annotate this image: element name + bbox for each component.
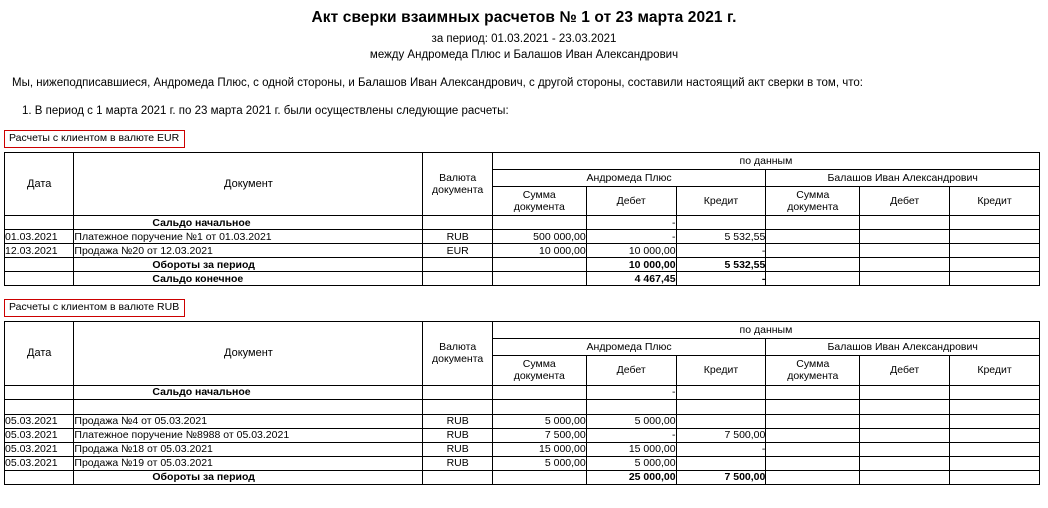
- header-currency-line2: документа: [432, 353, 484, 366]
- cell-date: [5, 272, 74, 286]
- header-org-sum-line2: документа: [513, 201, 565, 214]
- header-cp-sum: [766, 187, 860, 216]
- header-org-sum-line1: Сумма: [522, 189, 556, 202]
- cell-org-credit: -: [676, 442, 766, 456]
- cell-cp-credit: [950, 399, 1040, 414]
- cell-document: Обороты за период: [74, 258, 423, 272]
- header-document: Документ: [74, 153, 423, 216]
- cell-cp-debit: [860, 230, 950, 244]
- cell-document: Обороты за период: [74, 470, 423, 484]
- header-cp-credit: Кредит: [950, 356, 1040, 385]
- table-row: [5, 258, 1040, 272]
- table-row: [5, 470, 1040, 484]
- cell-cp-debit: [860, 272, 950, 286]
- table-row: [5, 456, 1040, 470]
- intro-text-3: , с другой стороны, составили настоящий акт сверки в том, что:: [522, 77, 863, 89]
- cell-org-debit: [586, 399, 676, 414]
- header-cp-sum: [766, 356, 860, 385]
- cell-date: 05.03.2021: [5, 414, 74, 428]
- header-cp-debit: Дебет: [860, 187, 950, 216]
- header-org-credit: Кредит: [676, 187, 766, 216]
- cell-cp-debit: [860, 442, 950, 456]
- cell-date: [5, 385, 74, 399]
- cell-currency: [423, 385, 492, 399]
- cell-document: Платежное поручение №1 от 01.03.2021: [74, 230, 423, 244]
- cell-org-debit: 10 000,00: [586, 258, 676, 272]
- cell-org-sum: [492, 385, 586, 399]
- cell-org-credit: [676, 414, 766, 428]
- cell-cp-debit: [860, 216, 950, 230]
- cell-currency: [423, 399, 492, 414]
- cell-cp-credit: [950, 272, 1040, 286]
- cell-org-credit: 7 500,00: [676, 428, 766, 442]
- cell-org-credit: [676, 385, 766, 399]
- cell-org-credit: [676, 456, 766, 470]
- cell-cp-debit: [860, 399, 950, 414]
- cell-org-debit: -: [586, 230, 676, 244]
- cell-cp-sum: [766, 244, 860, 258]
- header-counterparty: Балашов Иван Александрович: [766, 339, 1040, 356]
- cell-cp-credit: [950, 385, 1040, 399]
- header-cp-sum-line2: документа: [787, 201, 839, 214]
- cell-cp-sum: [766, 470, 860, 484]
- cell-cp-debit: [860, 470, 950, 484]
- document-period: за период: 01.03.2021 - 23.03.2021: [431, 33, 617, 45]
- cell-cp-sum: [766, 414, 860, 428]
- table-header-row-1: [5, 322, 1040, 339]
- cell-date: 05.03.2021: [5, 428, 74, 442]
- header-currency-line1: Валюта: [439, 341, 477, 354]
- table-row: [5, 399, 1040, 414]
- cell-cp-credit: [950, 230, 1040, 244]
- header-date: Дата: [5, 322, 74, 385]
- cell-date: [5, 216, 74, 230]
- cell-org-debit: 5 000,00: [586, 456, 676, 470]
- cell-org-sum: [492, 470, 586, 484]
- cell-org-sum: 7 500,00: [492, 428, 586, 442]
- header-currency: [423, 322, 492, 385]
- header-by-data: по данным: [492, 322, 1039, 339]
- table-row: [5, 244, 1040, 258]
- cell-cp-credit: [950, 456, 1040, 470]
- cell-cp-credit: [950, 244, 1040, 258]
- cell-cp-sum: [766, 428, 860, 442]
- header-cp-sum-line2: документа: [787, 370, 839, 383]
- cell-date: [5, 470, 74, 484]
- cell-date: 12.03.2021: [5, 244, 74, 258]
- cell-document: Сальдо начальное: [74, 385, 423, 399]
- table-header-row-1: [5, 153, 1040, 170]
- cell-org-debit: 10 000,00: [586, 244, 676, 258]
- cell-cp-debit: [860, 456, 950, 470]
- header-org-debit: Дебет: [586, 356, 676, 385]
- cell-org-debit: 25 000,00: [586, 470, 676, 484]
- cell-org-sum: [492, 272, 586, 286]
- cell-cp-sum: [766, 442, 860, 456]
- cell-cp-credit: [950, 470, 1040, 484]
- cell-org-sum: 15 000,00: [492, 442, 586, 456]
- cell-currency: RUB: [423, 414, 492, 428]
- cell-cp-credit: [950, 258, 1040, 272]
- cell-currency: RUB: [423, 428, 492, 442]
- header-org-debit: Дебет: [586, 187, 676, 216]
- cell-org-debit: -: [586, 385, 676, 399]
- cell-org-credit: [676, 399, 766, 414]
- table-row: [5, 272, 1040, 286]
- header-org-sum-line1: Сумма: [522, 358, 556, 371]
- cell-cp-sum: [766, 216, 860, 230]
- table-row: [5, 414, 1040, 428]
- section-label-eur: Расчеты с клиентом в валюте EUR: [4, 130, 185, 148]
- cell-cp-sum: [766, 385, 860, 399]
- cell-org-sum: 500 000,00: [492, 230, 586, 244]
- table-body-eur: [5, 216, 1040, 286]
- cell-cp-debit: [860, 385, 950, 399]
- cell-currency: RUB: [423, 230, 492, 244]
- cell-org-debit: 15 000,00: [586, 442, 676, 456]
- cell-org-sum: 5 000,00: [492, 414, 586, 428]
- cell-date: [5, 399, 74, 414]
- header-date: Дата: [5, 153, 74, 216]
- page-title: Акт сверки взаимных расчетов № 1 от 23 марта 2021 г.: [311, 9, 737, 26]
- cell-document: [74, 399, 423, 414]
- cell-org-credit: -: [676, 244, 766, 258]
- table-row: [5, 385, 1040, 399]
- table-row: [5, 216, 1040, 230]
- header-org: Андромеда Плюс: [492, 170, 766, 187]
- cell-cp-sum: [766, 258, 860, 272]
- header-org: Андромеда Плюс: [492, 339, 766, 356]
- cell-document: Продажа №20 от 12.03.2021: [74, 244, 423, 258]
- header-cp-credit: Кредит: [950, 187, 1040, 216]
- cell-cp-sum: [766, 230, 860, 244]
- cell-org-credit: -: [676, 272, 766, 286]
- settlements-table-eur: [4, 152, 1040, 286]
- cell-cp-credit: [950, 414, 1040, 428]
- table-row: [5, 230, 1040, 244]
- cell-currency: [423, 470, 492, 484]
- header-counterparty: Балашов Иван Александрович: [766, 170, 1040, 187]
- intro-counterparty: Балашов Иван Александрович: [358, 77, 523, 89]
- cell-org-sum: [492, 216, 586, 230]
- table-body-rub: [5, 385, 1040, 484]
- cell-currency: RUB: [423, 442, 492, 456]
- cell-cp-sum: [766, 272, 860, 286]
- header-org-credit: Кредит: [676, 356, 766, 385]
- cell-org-credit: 5 532,55: [676, 258, 766, 272]
- intro-organization: Андромеда Плюс: [153, 77, 247, 89]
- header-currency-line2: документа: [432, 184, 484, 197]
- header-org-sum-line2: документа: [513, 370, 565, 383]
- cell-date: 01.03.2021: [5, 230, 74, 244]
- cell-org-sum: [492, 258, 586, 272]
- cell-cp-debit: [860, 428, 950, 442]
- cell-cp-debit: [860, 258, 950, 272]
- cell-org-credit: 5 532,55: [676, 230, 766, 244]
- cell-date: 05.03.2021: [5, 442, 74, 456]
- cell-cp-sum: [766, 399, 860, 414]
- intro-paragraph: [12, 77, 1048, 89]
- cell-cp-credit: [950, 216, 1040, 230]
- header-org-sum: [492, 187, 586, 216]
- cell-date: 05.03.2021: [5, 456, 74, 470]
- header-by-data: по данным: [492, 153, 1039, 170]
- cell-cp-credit: [950, 428, 1040, 442]
- cell-org-debit: -: [586, 428, 676, 442]
- cell-org-debit: -: [586, 216, 676, 230]
- document-page: [0, 9, 1048, 508]
- cell-org-credit: 7 500,00: [676, 470, 766, 484]
- clause-1: 1. В период с 1 марта 2021 г. по 23 марта 2021 г. были осуществлены следующие расчеты:: [22, 105, 509, 117]
- section-label-rub: Расчеты с клиентом в валюте RUB: [4, 299, 185, 317]
- cell-document: Продажа №19 от 05.03.2021: [74, 456, 423, 470]
- header-cp-sum-line1: Сумма: [796, 358, 830, 371]
- header-cp-sum-line1: Сумма: [796, 189, 830, 202]
- cell-document: Сальдо начальное: [74, 216, 423, 230]
- document-parties: между Андромеда Плюс и Балашов Иван Александрович: [369, 49, 679, 61]
- intro-text-2: , с одной стороны, и: [246, 77, 358, 89]
- intro-text-1: Мы, нижеподписавшиеся,: [12, 77, 154, 89]
- cell-org-debit: 5 000,00: [586, 414, 676, 428]
- cell-currency: EUR: [423, 244, 492, 258]
- cell-document: Сальдо конечное: [74, 272, 423, 286]
- cell-org-sum: [492, 399, 586, 414]
- cell-date: [5, 258, 74, 272]
- cell-cp-debit: [860, 414, 950, 428]
- header-org-sum: [492, 356, 586, 385]
- cell-org-debit: 4 467,45: [586, 272, 676, 286]
- cell-currency: [423, 272, 492, 286]
- settlements-table-rub: [4, 321, 1040, 484]
- cell-currency: RUB: [423, 456, 492, 470]
- cell-currency: [423, 258, 492, 272]
- table-row: [5, 442, 1040, 456]
- header-cp-debit: Дебет: [860, 356, 950, 385]
- cell-cp-sum: [766, 456, 860, 470]
- cell-currency: [423, 216, 492, 230]
- cell-document: Продажа №18 от 05.03.2021: [74, 442, 423, 456]
- cell-cp-credit: [950, 442, 1040, 456]
- cell-org-sum: 10 000,00: [492, 244, 586, 258]
- cell-document: Продажа №4 от 05.03.2021: [74, 414, 423, 428]
- header-currency: [423, 153, 492, 216]
- header-currency-line1: Валюта: [439, 172, 477, 185]
- cell-document: Платежное поручение №8988 от 05.03.2021: [74, 428, 423, 442]
- cell-cp-debit: [860, 244, 950, 258]
- cell-org-sum: 5 000,00: [492, 456, 586, 470]
- table-row: [5, 428, 1040, 442]
- cell-org-credit: [676, 216, 766, 230]
- header-document: Документ: [74, 322, 423, 385]
